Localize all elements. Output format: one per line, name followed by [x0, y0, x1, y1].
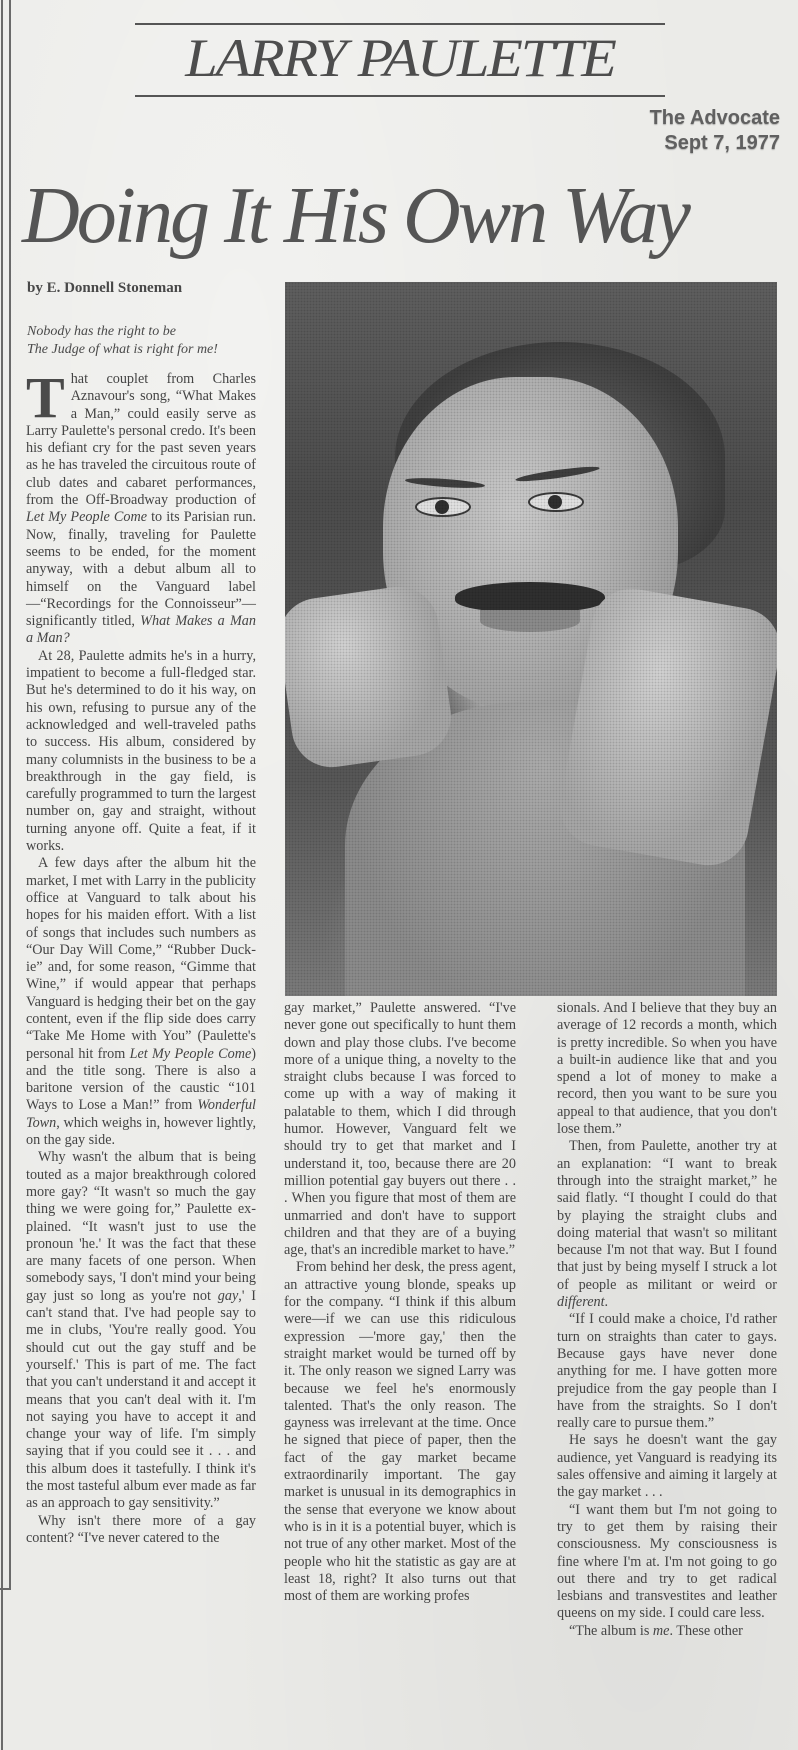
- source-date: Sept 7, 1977: [664, 132, 780, 154]
- italic-title-text: What Makes a Man a Man?: [26, 613, 256, 647]
- body-text: sionals. And I believe that they buy an average of 12 records a month, which is pretty incredible. So when you have a built-in audience like that and you spend a lot of money to make a record, then you want to be sure you appeal to that audience, that you don't lose them.”: [557, 1000, 777, 1138]
- body-text: Then, from Paulette, another try at an explanation: “I want to break through into the straight market,” he said flatly. “I thought I could do that by playing the straight clubs and doing material that wasn't so militant because I'm not that way. But I found that just by being myself I struck a lot of people as militant or weird or: [557, 1138, 777, 1293]
- kicker-title: LARRY PAULETTE: [185, 28, 615, 88]
- epigraph: [27, 323, 257, 359]
- border-corner: [0, 1588, 10, 1590]
- portrait-photo: [285, 282, 777, 996]
- body-text: Why isn't there more of a gay content? “I've never catered to the: [26, 1512, 256, 1546]
- article-column-middle: [284, 1000, 516, 1605]
- body-text: “If I could make a choice, I'd rather turn on straights than cater to gays. Because gays have never done anything for me. I have gotten more prejudice from the gay people than I have from the straights. So I don't really care to pursue them.”: [557, 1311, 777, 1432]
- body-text: From behind her desk, the press agent, an attractive young blonde, speaks up for the company. “I think if this album were—if we can use this ridiculous expression —'more gay,' then the straight market would be turned off by it. The only reason we signed Larry was because we feel he's enormously talented. That's the only reason. The gayness was irrelevant at the time. Once he signed that piece of paper, then the fact of the gay market became extraordinarily important. The gay market is unusual in its demographics in the sense that everyone we know about who is in it is a potential buyer, which is not true of any other market. Most of the people who hit the statistic as gay are at least 18, right? It also turns out that most of them are working profes: [284, 1259, 516, 1605]
- body-text: , which weighs in, however lightly, on the gay side.: [26, 1114, 256, 1149]
- body-text: “The album is: [569, 1622, 653, 1639]
- source-citation: [580, 106, 780, 156]
- column-border-line: [9, 0, 11, 1590]
- byline: by E. Donnell Stoneman: [27, 280, 183, 296]
- halftone-overlay: [285, 282, 777, 996]
- body-text: Why wasn't the album that is being touted as a major breakthrough colored more gay? “It wasn't so much the gay thing we were going for,” Paulette explained. “It wasn't just to use the pronoun 'he.' It was the fact that these are many facets of one person. When somebody says, 'I don't mind your being gay just so long as you're not: [26, 1149, 256, 1304]
- body-text: ) and the title song. There is also a baritone version of the caustic “101 Ways to Lose a Man!” from: [26, 1045, 256, 1114]
- body-text: “I want them but I'm not going to try to get them by raising their consciousness. My consciousness is fine where I'm at. I'm not going to go out there and try to get radical lesbians and transvestites and leather queens on my side. I could care less.: [557, 1501, 777, 1622]
- article-column-right: [557, 1000, 777, 1640]
- article-paragraph: [26, 1149, 256, 1512]
- drop-cap: T: [26, 365, 65, 430]
- body-text: A few days after the album hit the market, I met with Larry in the publicity office at Vanguard to talk about his hopes for his maiden effort. With a list of songs that includes such numbers as “Our Day Will Come,” “Rubber Duckie” and, for some reason, “Gimme that Wine,” if would appear that perhaps Vanguard is hedging their bet on the gay content, even if the flip side does carry “Take Me Home with You” (Paulette's personal hit from: [26, 855, 256, 1062]
- body-text: . These other: [669, 1622, 743, 1639]
- body-text: hat couplet from Charles Aznavour's song, “What Makes a Man,” could easily serve as Larry Paulette's personal credo. It's been his defiant cry for the past seven years as he has traveled the circuitous route of club dates and cabaret performances, from the Off-Broadway production of: [26, 371, 256, 509]
- italic-title-text: Wonderful Town: [26, 1097, 256, 1131]
- kicker-bottom-rule: [135, 95, 665, 97]
- article-paragraph: [26, 648, 256, 856]
- article-paragraph: [26, 855, 256, 1149]
- epigraph-line: Nobody has the right to be: [27, 324, 176, 339]
- epigraph-line: The Judge of what is right for me!: [27, 342, 218, 357]
- article-paragraph: [26, 365, 256, 648]
- article-paragraph: [26, 1513, 256, 1548]
- article-column-left: [26, 365, 256, 1547]
- article-paragraph: [557, 1138, 777, 1311]
- body-text: ,' I can't stand that. I've had people say to me in clubs, 'You're really good. You should cut out the gay stuff and be yourself.' This is part of me. The fact that you can't understand it and accept it means that you can't deal with it. I'm not saying you have to accept it and change your way of life. I'm simply saying that if you could see it . . . and this album does it tastefully. I think it's the most tasteful album ever made as far as an approach to gay sensitivity.”: [26, 1287, 256, 1512]
- body-text: to its Parisian run. Now, finally, traveling for Paulette seems to be ended, for the moment anyway, with a debut album all to himself on the Vanguard label—“Recordings for the Connoisseur”—significantly titled,: [26, 509, 256, 630]
- italic-title-text: gay: [217, 1287, 239, 1304]
- article-paragraph: [284, 1000, 516, 1259]
- article-paragraph: [557, 1623, 777, 1640]
- italic-title-text: different: [557, 1294, 605, 1311]
- article-paragraph: [284, 1259, 516, 1605]
- italic-title-text: Let My People Come: [129, 1045, 252, 1062]
- page-border-line: [1, 0, 3, 1750]
- italic-title-text: Let My People Come: [26, 509, 148, 526]
- body-text: At 28, Paulette admits he's in a hurry, impatient to become a full-fledged star. But he's determined to do it his way, on his own, refusing to pursue any of the acknowledged and well-traveled paths to success. His album, considered by many columnists in the business to be a breakthrough in the gay field, is carefully programmed to turn the largest number on, gay and straight, without turning anyone off. Quite a feat, if it works.: [26, 647, 256, 855]
- italic-title-text: me: [652, 1622, 670, 1639]
- article-paragraph: [557, 1502, 777, 1623]
- article-paragraph: [557, 1311, 777, 1432]
- article-paragraph: [557, 1432, 777, 1501]
- body-text: .: [604, 1294, 609, 1311]
- body-text: He says he doesn't want the gay audience, yet Vanguard is readying its sales offensive and aiming it largely at the gay market . . .: [557, 1432, 777, 1501]
- headline: Doing It His Own Way: [22, 172, 688, 260]
- article-paragraph: [557, 1000, 777, 1138]
- source-publication: The Advocate: [649, 107, 780, 129]
- body-text: gay market,” Paulette answered. “I've never gone out specifically to hunt them down and play those clubs. I've become more of a unique thing, a novelty to the straight clubs because I was forced to come up with a way of making it palatable to them, which I did through humor. However, Vanguard felt we should try to get that market and I understand it, too, because there are 20 million potential gay buyers out there . . . When you figure that most of them are unmarried and don't have to support children and that they are of a buying age, that's an incredible market to have.”: [284, 1000, 516, 1259]
